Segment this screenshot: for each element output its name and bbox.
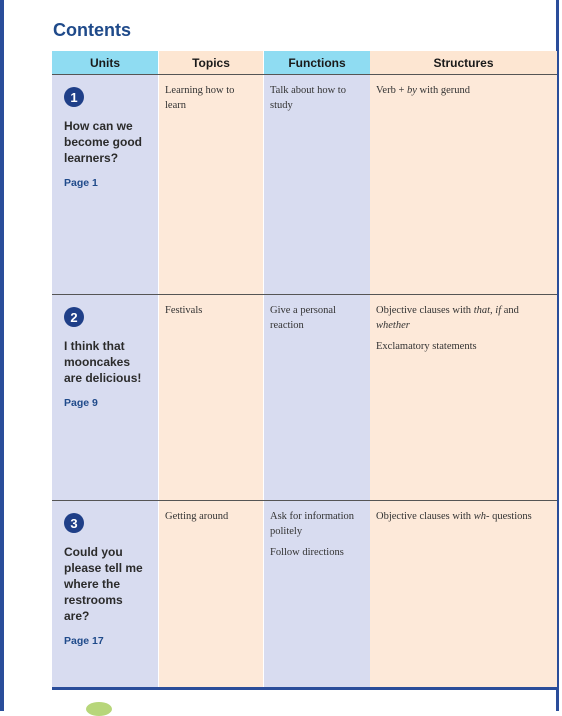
unit-cell xyxy=(52,295,158,500)
topic-text: Getting around xyxy=(165,511,229,522)
unit-cell xyxy=(52,501,158,689)
function-text: Talk about how to study xyxy=(270,85,346,111)
table-row xyxy=(52,74,557,294)
header-units: Units xyxy=(52,51,158,74)
contents-table xyxy=(52,51,557,689)
table-row xyxy=(52,294,557,500)
function-text: Follow directions xyxy=(270,547,344,558)
unit-cell xyxy=(52,75,158,294)
structures-cell xyxy=(370,501,557,689)
header-structures: Structures xyxy=(370,51,557,74)
unit-number-badge: 1 xyxy=(64,87,84,107)
structures-cell xyxy=(370,75,557,294)
unit-title: I think that mooncakes are delicious! xyxy=(64,339,142,385)
function-text: Give a personal reaction xyxy=(270,305,336,331)
page-number-badge xyxy=(86,702,112,716)
structures-cell xyxy=(370,295,557,500)
left-border xyxy=(0,0,4,711)
unit-number-badge: 2 xyxy=(64,307,84,327)
functions-cell xyxy=(264,295,370,500)
unit-page-link[interactable]: Page 1 xyxy=(64,177,98,189)
topic-text: Festivals xyxy=(165,305,203,316)
structure-text: Objective clauses with wh- questions xyxy=(376,511,532,522)
header-functions: Functions xyxy=(264,51,370,74)
topics-cell xyxy=(158,75,264,294)
header-topics: Topics xyxy=(158,51,264,74)
table-bottom-rule xyxy=(52,687,557,690)
topic-text: Learning how to learn xyxy=(165,85,235,111)
structure-text: Objective clauses with that, if and whether xyxy=(376,305,519,331)
unit-title: How can we become good learners? xyxy=(64,119,143,165)
topics-cell xyxy=(158,501,264,689)
structure-text: Exclamatory statements xyxy=(376,341,477,352)
functions-cell xyxy=(264,501,370,689)
unit-page-link[interactable]: Page 17 xyxy=(64,635,104,647)
table-row xyxy=(52,500,557,689)
functions-cell xyxy=(264,75,370,294)
unit-title: Could you please tell me where the restrooms are? xyxy=(64,545,143,623)
unit-number-badge: 3 xyxy=(64,513,84,533)
page-title: Contents xyxy=(53,20,131,40)
table-header xyxy=(52,51,557,74)
structure-text: Verb + by with gerund xyxy=(376,85,470,96)
unit-page-link[interactable]: Page 9 xyxy=(64,397,98,409)
function-text: Ask for information politely xyxy=(270,511,354,537)
topics-cell xyxy=(158,295,264,500)
